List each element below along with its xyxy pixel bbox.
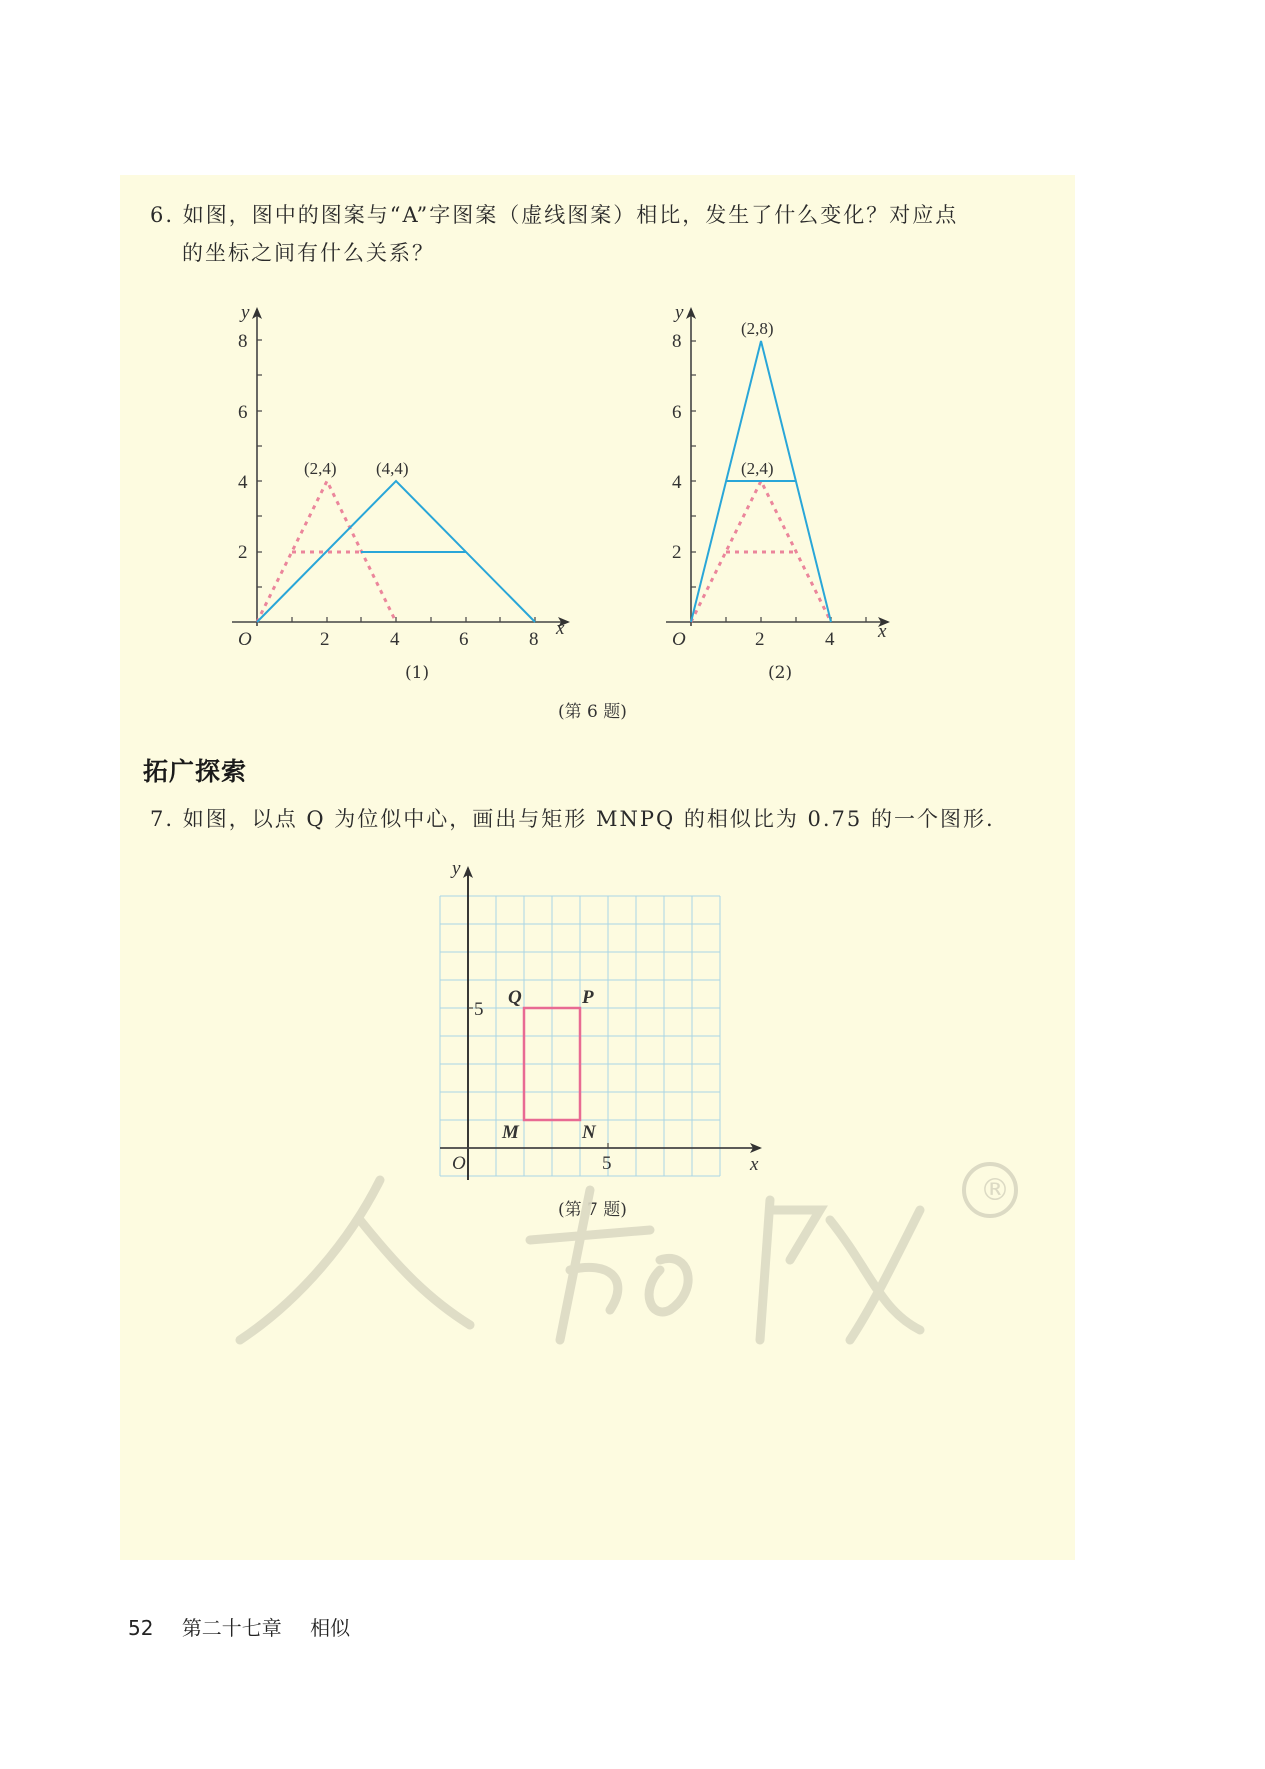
subfigure-2-label: (2) xyxy=(768,663,793,683)
svg-text:4: 4 xyxy=(672,472,682,493)
svg-text:8: 8 xyxy=(672,331,682,352)
svg-text:(2,4): (2,4) xyxy=(304,459,337,478)
section-title: 拓广探索 xyxy=(143,757,248,786)
svg-text:5: 5 xyxy=(474,999,484,1020)
svg-text:2: 2 xyxy=(238,542,248,563)
svg-text:4: 4 xyxy=(390,629,400,650)
svg-text:(4,4): (4,4) xyxy=(376,459,409,478)
question-6-line-1: 6. 如图，图中的图案与“A”字图案（虚线图案）相比，发生了什么变化？对应点 xyxy=(150,203,959,227)
subfigure-1-label: (1) xyxy=(405,663,430,683)
svg-text:6: 6 xyxy=(672,402,682,423)
svg-text:4: 4 xyxy=(825,629,835,650)
svg-text:P: P xyxy=(582,987,594,1008)
svg-text:5: 5 xyxy=(602,1153,612,1174)
page-number: 52 xyxy=(128,1616,154,1640)
figure-6-caption: (第 6 题) xyxy=(558,702,627,722)
svg-text:2: 2 xyxy=(320,629,330,650)
svg-text:2: 2 xyxy=(672,542,682,563)
figure-6-2 xyxy=(666,302,888,650)
svg-text:y: y xyxy=(675,302,684,323)
svg-text:O: O xyxy=(238,629,252,650)
svg-text:Q: Q xyxy=(508,987,522,1008)
svg-text:(2,4): (2,4) xyxy=(741,459,774,478)
chapter-title: 相似 xyxy=(310,1616,351,1640)
svg-text:(2,8): (2,8) xyxy=(741,319,774,338)
svg-text:4: 4 xyxy=(238,472,248,493)
svg-text:2: 2 xyxy=(755,629,765,650)
page-footer xyxy=(128,1612,350,1641)
svg-text:O: O xyxy=(672,629,686,650)
svg-text:y: y xyxy=(241,302,250,323)
question-6-line-2: 的坐标之间有什么关系？ xyxy=(182,241,435,265)
svg-text:O: O xyxy=(452,1153,466,1174)
figure-7-caption: (第 7 题) xyxy=(558,1200,627,1220)
svg-text:N: N xyxy=(582,1122,596,1143)
svg-text:M: M xyxy=(502,1122,519,1143)
svg-text:y: y xyxy=(452,858,461,879)
dashed-a-figure xyxy=(691,481,831,622)
svg-text:6: 6 xyxy=(459,629,469,650)
figure-6-1 xyxy=(232,302,568,650)
registered-mark: ® xyxy=(980,1173,1010,1208)
svg-text:8: 8 xyxy=(529,629,539,650)
svg-text:x: x xyxy=(750,1154,759,1175)
svg-text:x: x xyxy=(556,618,565,639)
svg-text:x: x xyxy=(878,621,887,642)
question-7-text: 7. 如图，以点 Q 为位似中心，画出与矩形 MNPQ 的相似比为 0.75 的一个图形. xyxy=(150,807,995,831)
figure-7-grid xyxy=(440,858,760,1180)
transformed-figure xyxy=(257,481,535,622)
svg-text:8: 8 xyxy=(238,331,248,352)
svg-text:6: 6 xyxy=(238,402,248,423)
publisher-watermark xyxy=(230,1150,1060,1350)
chapter-label: 第二十七章 xyxy=(181,1616,282,1640)
